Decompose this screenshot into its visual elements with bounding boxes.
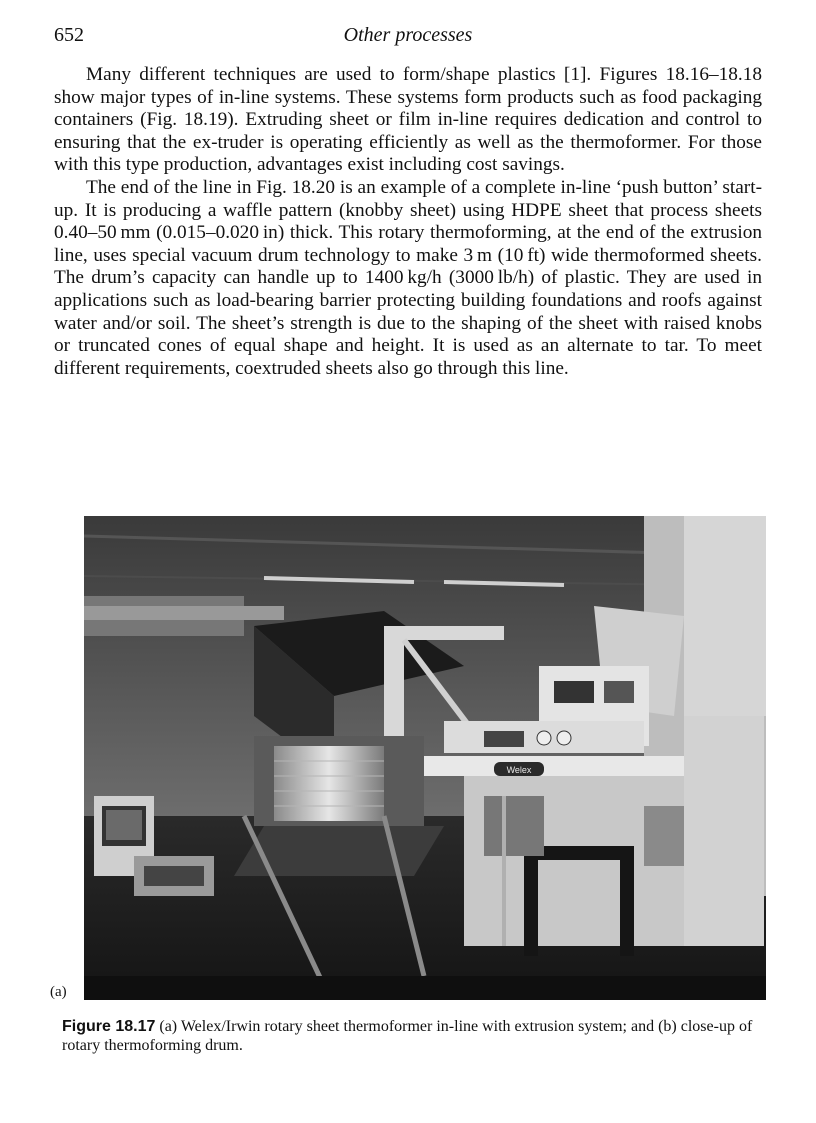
caption-label: Figure 18.17 [62,1018,156,1035]
page-header [54,24,762,50]
paragraph-2: The end of the line in Fig. 18.20 is an example of a complete in-line ‘push button’ start-up. It is producing a waffle pattern (knobby sheet) using HDPE sheet that process sheets 0.40–50 mm (0.015–0.020 in) thick. This rotary thermoforming, at the end of the extrusion line, uses special vacuum drum technology to make 3 m (10 ft) wide thermoformed sheets. The drum’s capacity can handle up to 1400 kg/h (3000 lb/h) of plastic. They are used in applications such as load-bearing barrier protecting building foundations and roofs against water and/or soil. The sheet’s strength is due to the shaping of the sheet with raised knobs or truncated cones of equal shape and height. It is used as an alternate to tar. To meet different requirements, coextruded sheets also go through this line. [54,176,762,379]
figure-photo [84,516,766,1000]
figure-caption [62,1017,762,1055]
machine-badge: Welex [506,765,532,775]
paragraph-1: Many different techniques are used to form/shape plastics [1]. Figures 18.16–18.18 show major types of in-line systems. These systems form products such as food packaging containers (Fig. 18.19). Extruding sheet or film in-line requires dedication and control to ensuring that the ex-truder is operating efficiently as well as the thermoformer. For those with this type production, advantages exist including cost savings. [54,64,762,176]
panel-label: (a) [50,984,67,1000]
caption-text: (a) Welex/Irwin rotary sheet thermoformer in-line with extrusion system; and (b) close-up of rotary thermoforming drum. [62,1018,753,1054]
body-text [54,64,762,380]
page-number: 652 [54,24,84,46]
running-head: Other processes [343,24,473,46]
